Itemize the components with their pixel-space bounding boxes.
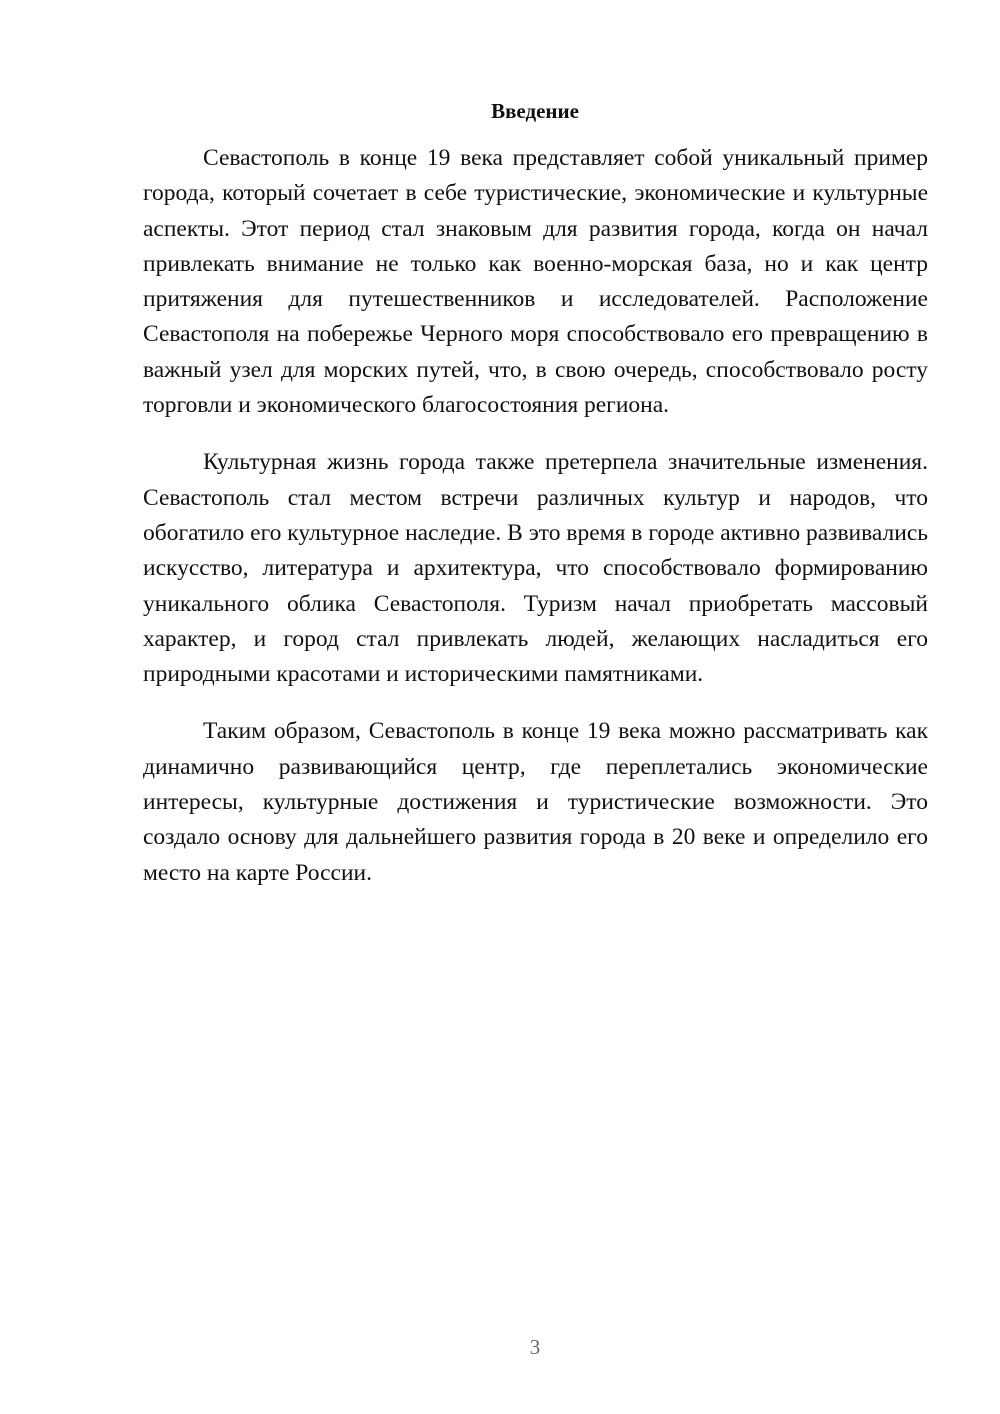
paragraph-1: Севастополь в конце 19 века представляет собой уникальный пример города, который сочетает в себе туристические, экономические и культурные аспекты. Этот период стал знаковым для развития города, когда он начал привлекать внимание не только как военно-морская база, но и как центр притяжения для путешественников и исследователей. Расположение Севастополя на побережье Черного моря способствовало его превращению в важный узел для морских путей, что, в свою очередь, способствовало росту торговли и экономического благосостояния региона. xyxy=(143,145,928,419)
body-text xyxy=(143,141,928,913)
paragraph-2: Культурная жизнь города также претерпела значительные изменения. Севастополь стал местом встречи различных культур и народов, что обогатило его культурное наследие. В это время в городе активно развивались искусство, литература и архитектура, что способствовало формированию уникального облика Севастополя. Туризм начал приобретать массовый характер, и город стал привлекать людей, желающих насладиться его природными красотами и историческими памятниками. xyxy=(143,449,928,688)
paragraph-3: Таким образом, Севастополь в конце 19 века можно рассматривать как динамично развивающийся центр, где переплетались экономические интересы, культурные достижения и туристические возможности. Это создало основу для дальнейшего развития города в 20 веке и определило его место на карте России. xyxy=(143,718,928,886)
page-title: Введение xyxy=(491,99,579,123)
page-number: 3 xyxy=(529,1335,541,1359)
